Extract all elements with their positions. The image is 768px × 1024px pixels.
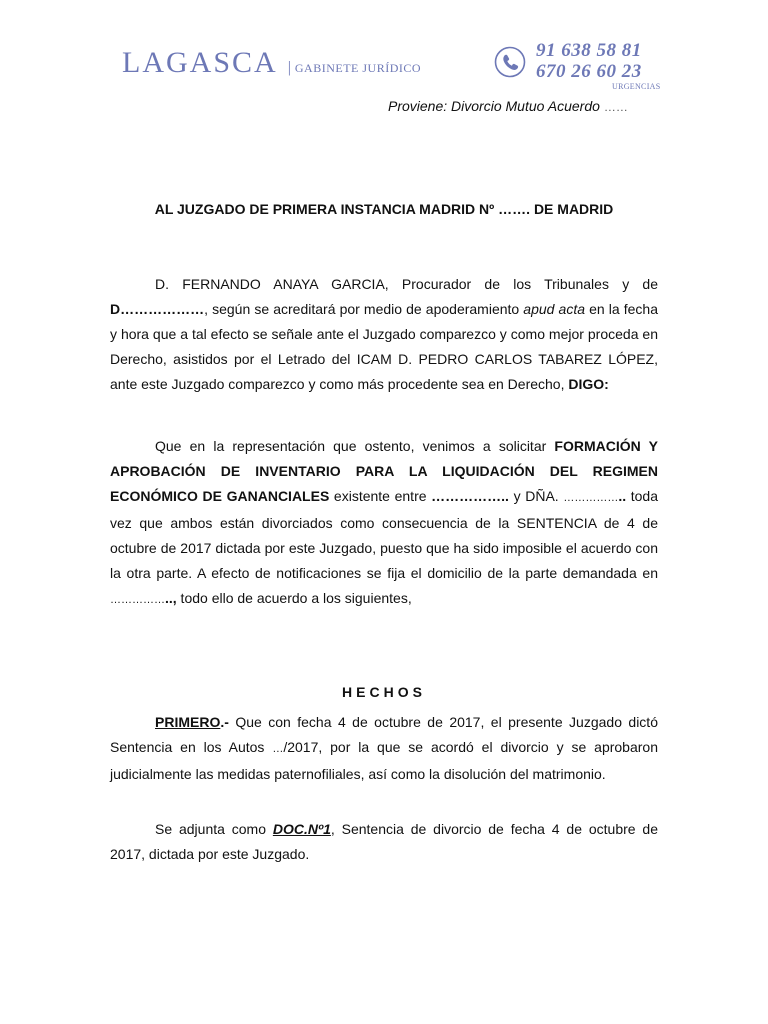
phone-contact <box>494 40 674 100</box>
request-text: toda vez que ambos están divorciados como consecuencia de la SENTENCIA de 4 de octubre de 2017 dictada por este Juzgado, puesto que ha sido imposible el acuerdo con la otra parte. A efecto de notificaciones se fija el domicilio de la parte demandada en <box>110 488 658 581</box>
first-fact-text: Que con fecha 4 de octubre de 2017, el presente Juzgado dictó Sentencia en los Autos <box>110 714 658 755</box>
first-fact-text: /2017, por la que se acordó el divorcio y se aprobaron judicialmente las medidas paternofiliales, así como la disolución del matrimonio. <box>110 739 658 782</box>
intro-text: , según se acreditará por medio de apoderamiento <box>204 301 524 317</box>
request-text: Que en la representación que ostento, venimos a solicitar <box>155 438 555 454</box>
request-text: todo ello de acuerdo a los siguientes, <box>176 590 412 606</box>
attachment-text: , Sentencia de divorcio de fecha 4 de octubre de 2017, dictada por este Juzgado. <box>110 821 658 862</box>
case-origin-label: Proviene: Divorcio Mutuo Acuerdo <box>388 98 600 114</box>
brand-name: LAGASCA <box>122 46 278 79</box>
court-heading: AL JUZGADO DE PRIMERA INSTANCIA MADRID Nº ……. DE MADRID <box>154 201 614 217</box>
phone-number-urgent: 670 26 60 23 <box>536 61 642 82</box>
brand-logo <box>122 46 421 80</box>
attachment-paragraph <box>110 817 658 867</box>
letterhead <box>0 0 768 130</box>
digo-label: DIGO: <box>568 376 609 392</box>
facts-heading: HECHOS <box>342 684 426 700</box>
apud-acta-term: apud acta <box>523 301 585 317</box>
first-fact-paragraph <box>110 710 658 787</box>
intro-paragraph <box>110 272 658 397</box>
intro-text: D. FERNANDO ANAYA GARCIA, Procurador de los Tribunales y de <box>155 276 658 292</box>
case-origin <box>388 98 628 114</box>
attachment-text: Se adjunta como <box>155 821 273 837</box>
request-text: existente entre <box>329 488 432 504</box>
party-placeholder: …………… <box>563 492 619 504</box>
document-reference: DOC.Nº1 <box>272 821 331 837</box>
phone-number-primary: 91 638 58 81 <box>536 40 642 61</box>
client-placeholder: D……………… <box>110 301 205 317</box>
intro-text: en la fecha y hora que a tal efecto se señale ante el Juzgado comparezco y como mejor proceda en Derecho, asistidos por el Letrado del ICAM D. PEDRO CARLOS TABAREZ LÓPEZ, ante este Juzgado comparezco y como más procedente sea en Derecho, <box>110 301 658 392</box>
urgent-label: URGENCIAS <box>612 82 661 91</box>
party-placeholder: …………….. <box>431 488 509 504</box>
party-placeholder: .. <box>618 488 627 504</box>
request-text: y DÑA. <box>508 488 564 504</box>
brand-subtitle: GABINETE JURÍDICO <box>294 61 422 75</box>
case-number-placeholder: … <box>272 743 284 755</box>
request-paragraph <box>110 434 658 613</box>
first-fact-label-suffix: .- <box>220 714 229 730</box>
address-placeholder: …………… <box>110 594 165 606</box>
case-origin-dots: …… <box>603 100 628 114</box>
request-subject: FORMACIÓN Y APROBACIÓN DE INVENTARIO PARA LA LIQUIDACIÓN DEL REGIMEN ECONÓMICO DE GANANCIALES <box>110 438 658 504</box>
brand-separator: | <box>287 59 291 76</box>
first-fact-label: PRIMERO <box>155 714 221 730</box>
phone-icon <box>494 46 526 78</box>
address-placeholder: .., <box>165 590 177 606</box>
